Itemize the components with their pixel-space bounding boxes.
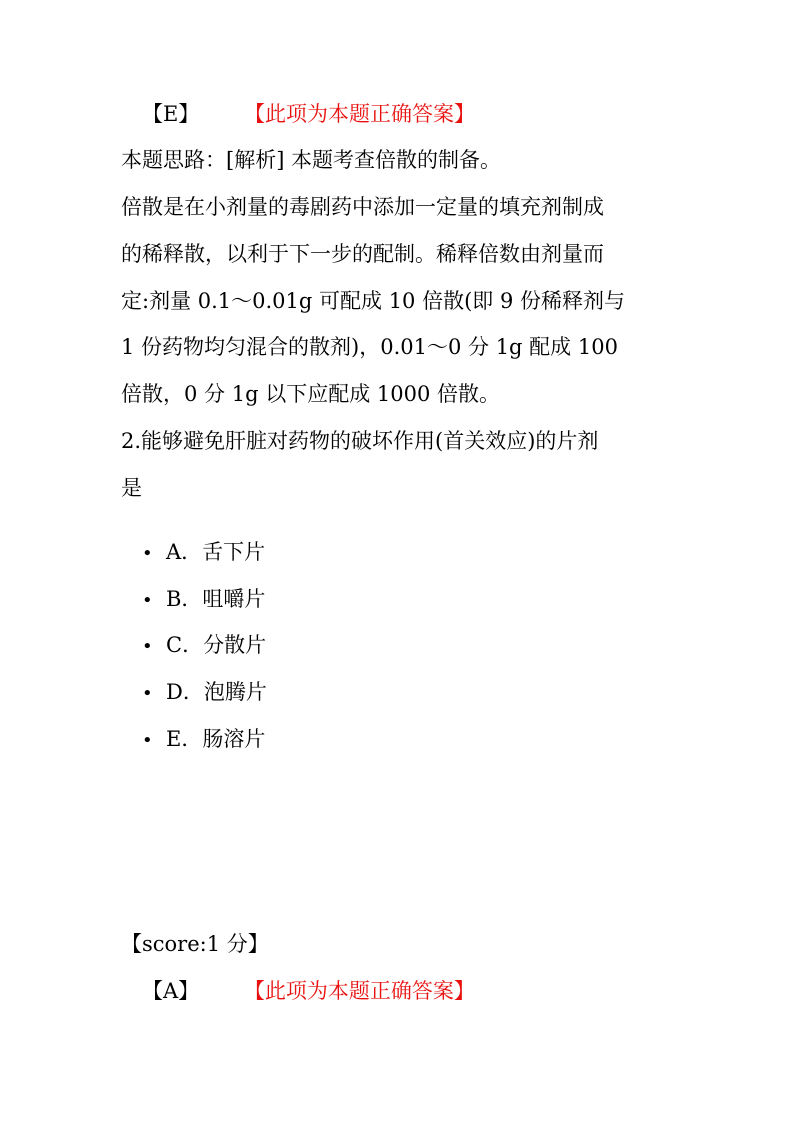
option-c[interactable] <box>142 632 266 660</box>
explanation-line: 倍散，0 分 1g 以下应配成 1000 倍散。 <box>121 382 500 406</box>
bullet-icon: • <box>142 543 153 564</box>
bullet-icon: • <box>142 683 153 704</box>
option-label: E．肠溶片 <box>166 727 266 751</box>
score-label: 【score:1 分】 <box>121 932 269 956</box>
question-text: 2.能够避免肝脏对药物的破坏作用(首关效应)的片剂 <box>121 429 599 453</box>
option-label: C．分散片 <box>166 633 267 657</box>
answer-row-2 <box>142 978 475 1004</box>
explanation-line: 定:剂量 0.1～0.01g 可配成 10 倍散(即 9 份稀释剂与 <box>121 289 625 313</box>
correct-answer-note: 【此项为本题正确答案】 <box>243 979 475 1003</box>
option-a[interactable] <box>142 539 265 567</box>
bullet-icon: • <box>142 590 153 611</box>
option-e[interactable] <box>142 726 265 754</box>
option-label: D．泡腾片 <box>166 680 267 704</box>
explanation-line: 1 份药物均匀混合的散剂)，0.01～0 分 1g 配成 100 <box>121 335 618 359</box>
explanation-line: 本题思路：[解析] 本题考查倍散的制备。 <box>121 148 502 172</box>
bullet-icon: • <box>142 636 153 657</box>
option-label: B．咀嚼片 <box>166 587 266 611</box>
explanation-line: 的稀释散，以利于下一步的配制。稀释倍数由剂量而 <box>121 242 604 266</box>
bullet-icon: • <box>142 730 153 751</box>
answer-row-1 <box>142 101 475 127</box>
option-b[interactable] <box>142 586 265 614</box>
answer-letter: 【E】 <box>142 102 200 126</box>
answer-letter: 【A】 <box>142 979 200 1003</box>
option-label: A．舌下片 <box>166 540 266 564</box>
option-d[interactable] <box>142 679 267 707</box>
correct-answer-note: 【此项为本题正确答案】 <box>244 102 476 126</box>
question-text: 是 <box>121 476 142 500</box>
explanation-line: 倍散是在小剂量的毒剧药中添加一定量的填充剂制成 <box>121 195 604 219</box>
